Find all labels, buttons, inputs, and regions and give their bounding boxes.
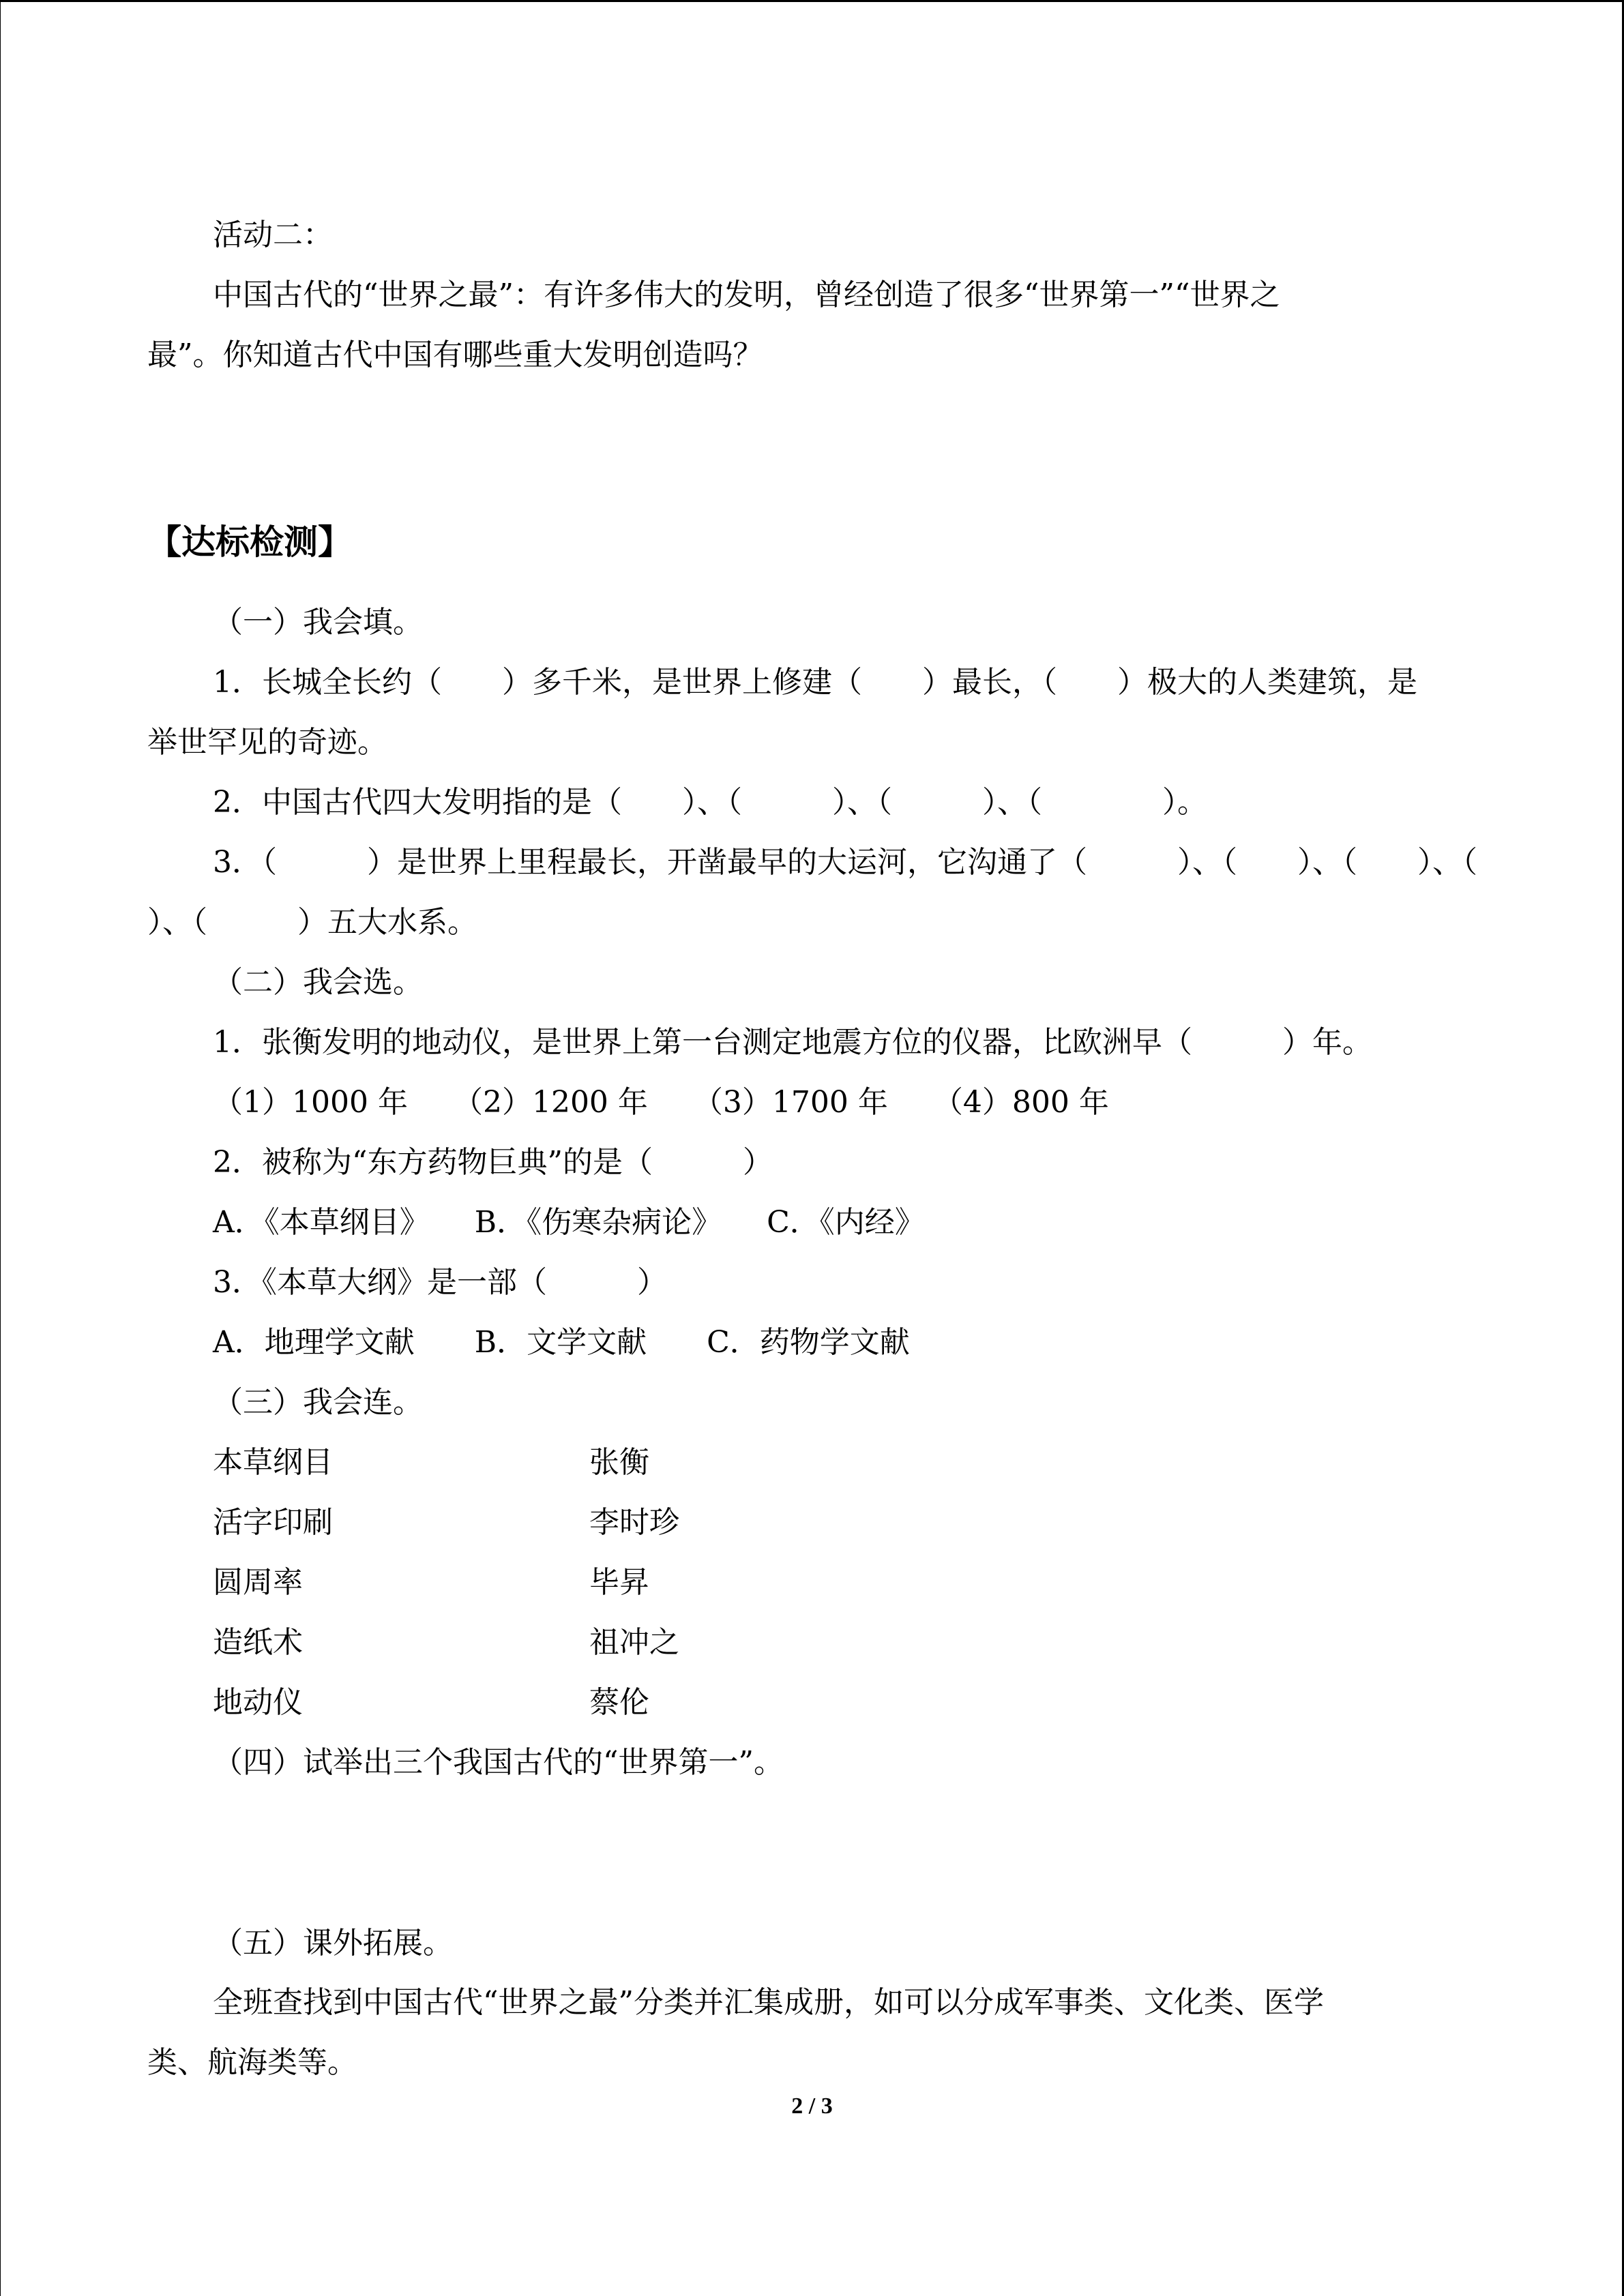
part5-paragraph-line: 类、航海类等。: [147, 2045, 357, 2080]
match-right-item: 张衡: [589, 1445, 649, 1480]
match-right-item: 李时珍: [589, 1505, 679, 1540]
choice-question-3: 3．《本草大纲》是一部（ ）: [213, 1265, 667, 1300]
page-number: 2 / 3: [791, 2093, 833, 2119]
match-left-item: 地动仪: [213, 1685, 303, 1720]
fill-question-3: 3．（ ）是世界上里程最长，开凿最早的大运河，它沟通了（ ）、（ ）、（ ）、（: [213, 845, 1477, 880]
part2-title: （二）我会选。: [213, 965, 423, 1000]
part1-title: （一）我会填。: [213, 605, 423, 640]
activity-title: 活动二：: [213, 218, 333, 252]
match-left-item: 圆周率: [213, 1565, 303, 1600]
choice-question-2: 2．被称为“东方药物巨典”的是（ ）: [213, 1145, 773, 1180]
fill-question-1-continued: 举世罕见的奇迹。: [147, 725, 387, 760]
part3-title: （三）我会连。: [213, 1385, 423, 1420]
match-left-item: 造纸术: [213, 1625, 303, 1660]
part5-paragraph-line: 全班查找到中国古代“世界之最”分类并汇集成册，如可以分成军事类、文化类、医学: [213, 1985, 1324, 2020]
fill-question-1: 1．长城全长约（ ）多千米，是世界上修建（ ）最长，（ ）极大的人类建筑，是: [213, 665, 1417, 700]
activity-paragraph-line: 最”。你知道古代中国有哪些重大发明创造吗？: [147, 338, 763, 372]
match-right-item: 毕昇: [589, 1565, 649, 1600]
choice-question-1-options: （1）1000 年 （2）1200 年 （3）1700 年 （4）800 年: [213, 1085, 1109, 1120]
choice-question-3-options: A．地理学文献 B．文学文献 C．药物学文献: [213, 1325, 910, 1360]
match-left-item: 活字印刷: [213, 1505, 333, 1540]
match-right-item: 蔡伦: [589, 1685, 649, 1720]
choice-question-1: 1．张衡发明的地动仪，是世界上第一台测定地震方位的仪器，比欧洲早（ ）年。: [213, 1025, 1372, 1060]
part4-title: （四）试举出三个我国古代的“世界第一”。: [213, 1745, 784, 1780]
section-heading: 【达标检测】: [147, 522, 352, 562]
match-right-item: 祖冲之: [589, 1625, 679, 1660]
choice-question-2-options: A．《本草纲目》 B．《伤寒杂病论》 C．《内经》: [213, 1205, 925, 1240]
match-left-item: 本草纲目: [213, 1445, 333, 1480]
fill-question-3-continued: ）、（ ）五大水系。: [147, 905, 477, 940]
activity-paragraph-line: 中国古代的“世界之最”：有许多伟大的发明，曾经创造了很多“世界第一”“世界之: [213, 278, 1280, 312]
part5-title: （五）课外拓展。: [213, 1926, 453, 1960]
fill-question-2: 2．中国古代四大发明指的是（ ）、（ ）、（ ）、（ ）。: [213, 785, 1207, 820]
